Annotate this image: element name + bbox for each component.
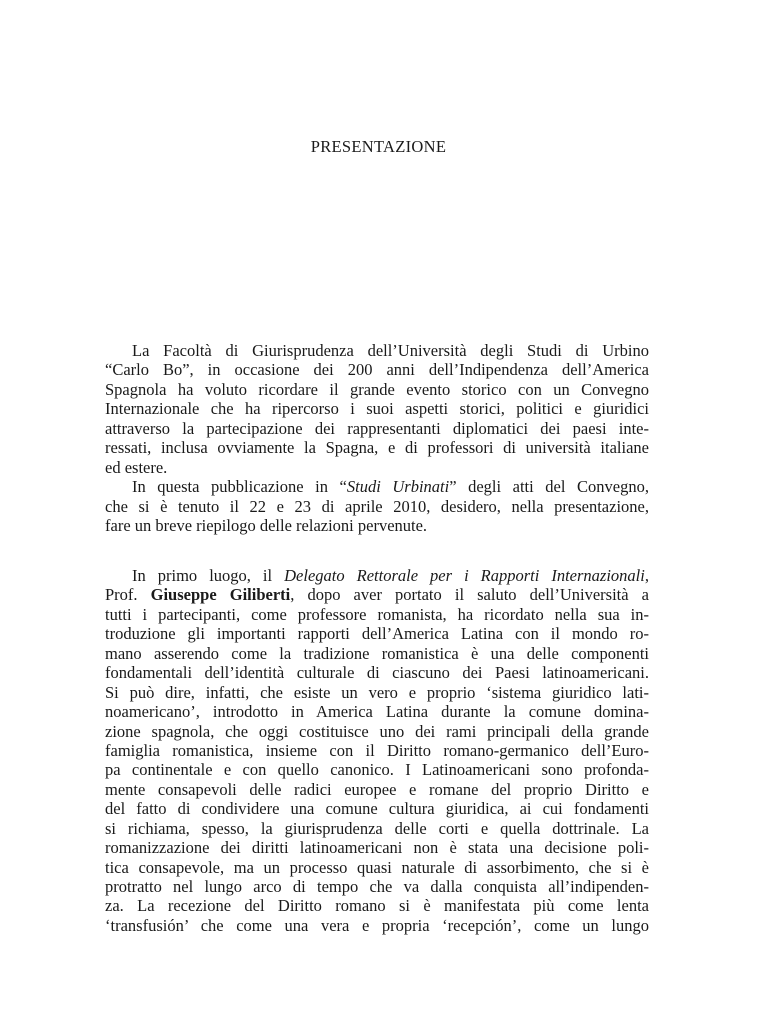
intro-paragraphs (105, 341, 649, 535)
text-run: ” degli atti del Convegno, (449, 477, 649, 497)
text-line: “Carlo Bo”, in occasione dei 200 anni dell’Indipendenza dell’America (105, 360, 649, 380)
text-line: si richiama, spesso, la giurisprudenza delle corti e quella dottrinale. La (105, 818, 649, 838)
text-line: pa continentale e con quello canonico. I Latinoamericani sono profonda- (105, 760, 649, 780)
text-line: troduzione gli importanti rapporti dell’America Latina con il mondo ro- (105, 624, 649, 644)
text-line: Si può dire, infatti, che esiste un vero e proprio ‘sistema giuridico lati- (105, 682, 649, 702)
text-run: , (644, 566, 649, 585)
text-run: Prof. (105, 585, 151, 605)
text-line: del fatto di condividere una comune cultura giuridica, ai cui fondamenti (105, 799, 649, 819)
text-line: che si è tenuto il 22 e 23 di aprile 2010, desidero, nella presentazione, (105, 496, 649, 516)
text-run: In questa pubblicazione in “ (132, 477, 347, 497)
text-line: tica consapevole, ma un processo quasi naturale di assorbimento, che si è (105, 857, 649, 877)
text-line: mano asserendo come la tradizione romanistica è una delle componenti (105, 643, 649, 663)
text-line: protratto nel lungo arco di tempo che va dalla conquista all’indipenden- (105, 877, 649, 896)
text-line: za. La recezione del Diritto romano si è manifestata più come lenta (105, 896, 649, 916)
text-line: zione spagnola, che oggi costituisce uno dei rami principali della grande (105, 721, 649, 741)
text-line: ‘transfusión’ che come una vera e propria ‘recepción’, come un lungo (105, 915, 649, 935)
delegate-role: Delegato Rettorale per i Rapporti Internazionali (284, 566, 645, 585)
text-line: La Facoltà di Giurisprudenza dell’Università degli Studi di Urbino (132, 341, 649, 360)
text-line: Internazionale che ha ripercorso i suoi aspetti storici, politici e giuridici (105, 399, 649, 419)
body-paragraph (105, 566, 649, 935)
text-run: In primo luogo, il (132, 566, 285, 585)
text-line (105, 477, 649, 496)
text-line: romanizzazione dei diritti latinoamericani non è stata una decisione poli- (105, 838, 649, 858)
journal-title: Studi Urbinati (346, 477, 450, 497)
text-line: attraverso la partecipazione dei rappresentanti diplomatici dei paesi inte- (105, 418, 649, 438)
text-line (105, 566, 649, 585)
text-line: fondamentali dell’identità culturale di ciascuno dei Paesi latinoamericani. (105, 663, 649, 683)
text-line: Spagnola ha voluto ricordare il grande evento storico con un Convegno (105, 379, 649, 399)
text-line: famiglia romanistica, insieme con il Diritto romano-germanico dell’Euro- (105, 740, 649, 760)
text-line (105, 585, 649, 604)
speaker-name: Giuseppe Giliberti (150, 585, 291, 605)
text-line: tutti i partecipanti, come professore romanista, ha ricordato nella sua in- (105, 604, 649, 624)
page-title: PRESENTAZIONE (310, 137, 447, 156)
text-line: fare un breve riepilogo delle relazioni pervenute. (105, 515, 428, 535)
text-line: noamericano’, introdotto in America Latina durante la comune domina- (105, 702, 649, 722)
text-line: ressati, inclusa ovviamente la Spagna, e di professori di università italiane (105, 438, 649, 458)
text-line: mente consapevoli delle radici europee e romane del proprio Diritto e (105, 779, 649, 799)
text-run: , dopo aver portato il saluto dell’Università a (290, 585, 649, 605)
text-line: ed estere. (105, 457, 168, 477)
